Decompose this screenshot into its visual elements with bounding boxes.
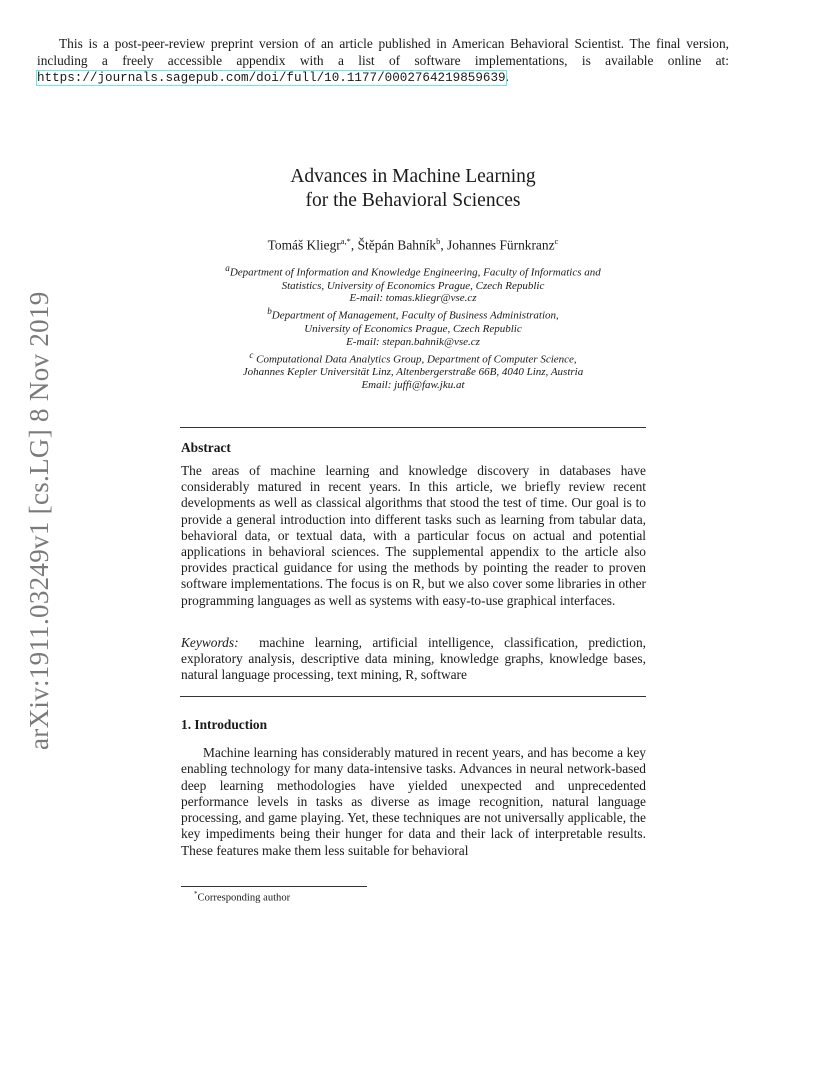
affiliation-mark: c [249,349,254,360]
author-name: Štěpán Bahník [357,237,437,253]
author-affiliation-mark: c [554,236,559,246]
abstract-text: The areas of machine learning and knowledge discovery in databases have considerably matured in recent years. In this article, we briefly review recent developments as well as classical algorithms that stood the test of time. Our goal is to provide a general introduction into different tasks such as learning from tabular data, behavioral data, or textual data, with a particular focus on actual and potential applications in behavioral sciences. The supplemental appendix to the article also provides practical guidance for using the methods by pointing the reader to proven software implementations. The focus is on R, but we also cover some libraries in other programming languages as well as systems with easy-to-use graphical interfaces. [181,463,646,608]
paper-title [180,165,646,213]
footnote [194,890,290,904]
author-affiliation-mark: b [436,236,441,246]
keywords-text: machine learning, artificial intelligence, classification, prediction, exploratory analysis, descriptive data mining, knowledge graphs, knowledge bases, natural language processing, text mining, R, software [181,635,647,683]
keywords-label: Keywords: [181,635,239,650]
arxiv-stamp: arXiv:1911.03249v1 [cs.LG] 8 Nov 2019 [24,291,54,750]
preprint-note [37,36,729,87]
article-link[interactable]: https://journals.sagepub.com/doi/full/10.1177/0002764219859639 [37,71,506,85]
preprint-note-text: This is a post-peer-review preprint version of an article published in American Behavioral Scientist. The final version, including a freely accessible appendix with a list of software implementations, is available online at: [37,36,729,68]
affiliation-email: E-mail: stepan.bahnik@vse.cz [346,335,480,348]
affiliation-line: University of Economics Prague, Czech Republic [304,322,522,335]
author-name: Johannes Fürnkranz [447,237,555,253]
affiliation-email: E-mail: tomas.kliegr@vse.cz [349,292,477,305]
affiliations [180,262,646,392]
affiliation-line: Johannes Kepler Universität Linz, Altenbergerstraße 66B, 4040 Linz, Austria [242,366,584,379]
abstract-top-rule [180,427,646,428]
footnote-text: Corresponding author [197,892,291,904]
title-line-1: Advances in Machine Learning [290,166,536,187]
section-heading-introduction: 1. Introduction [181,717,268,732]
affiliation-line: Computational Data Analytics Group, Department of Computer Science, [256,353,577,366]
affiliation-line: Department of Information and Knowledge Engineering, Faculty of Informatics and [229,266,601,279]
abstract-heading: Abstract [181,440,231,455]
footnote-mark: * [194,890,198,898]
title-line-2: for the Behavioral Sciences [305,190,521,211]
affiliation-email: Email: juffi@faw.jku.at [361,379,465,392]
affiliation-mark: a [225,263,230,273]
abstract-bottom-rule [180,696,646,697]
preprint-note-end: . [505,69,509,84]
author-affiliation-mark: a,* [340,236,351,246]
author-name: Tomáš Kliegr [267,237,341,253]
affiliation-line: Statistics, University of Economics Prague, Czech Republic [281,279,545,292]
footnote-rule [181,886,367,887]
introduction-text: Machine learning has considerably matured in recent years, and has become a key enabling technology for many data-intensive tasks. Advances in neural network-based deep learning methodologies have yielded unexpected and unprecedented performance levels in tasks as diverse as image recognition, natural language processing, and game playing. Yet, these techniques are not universally applicable, the key impediments being their hunger for data and their lack of interpretable results. These features make them less suitable for behavioral [181,745,646,858]
affiliation-line: Department of Management, Faculty of Business Administration, [271,310,559,323]
affiliation-mark: b [267,306,272,317]
author-list: Tomáš Kliegr$^{a,*}$, Štěpán Bahník$^b$, Johannes Fürnkranz$^c$ [267,236,559,253]
keywords [181,635,646,684]
